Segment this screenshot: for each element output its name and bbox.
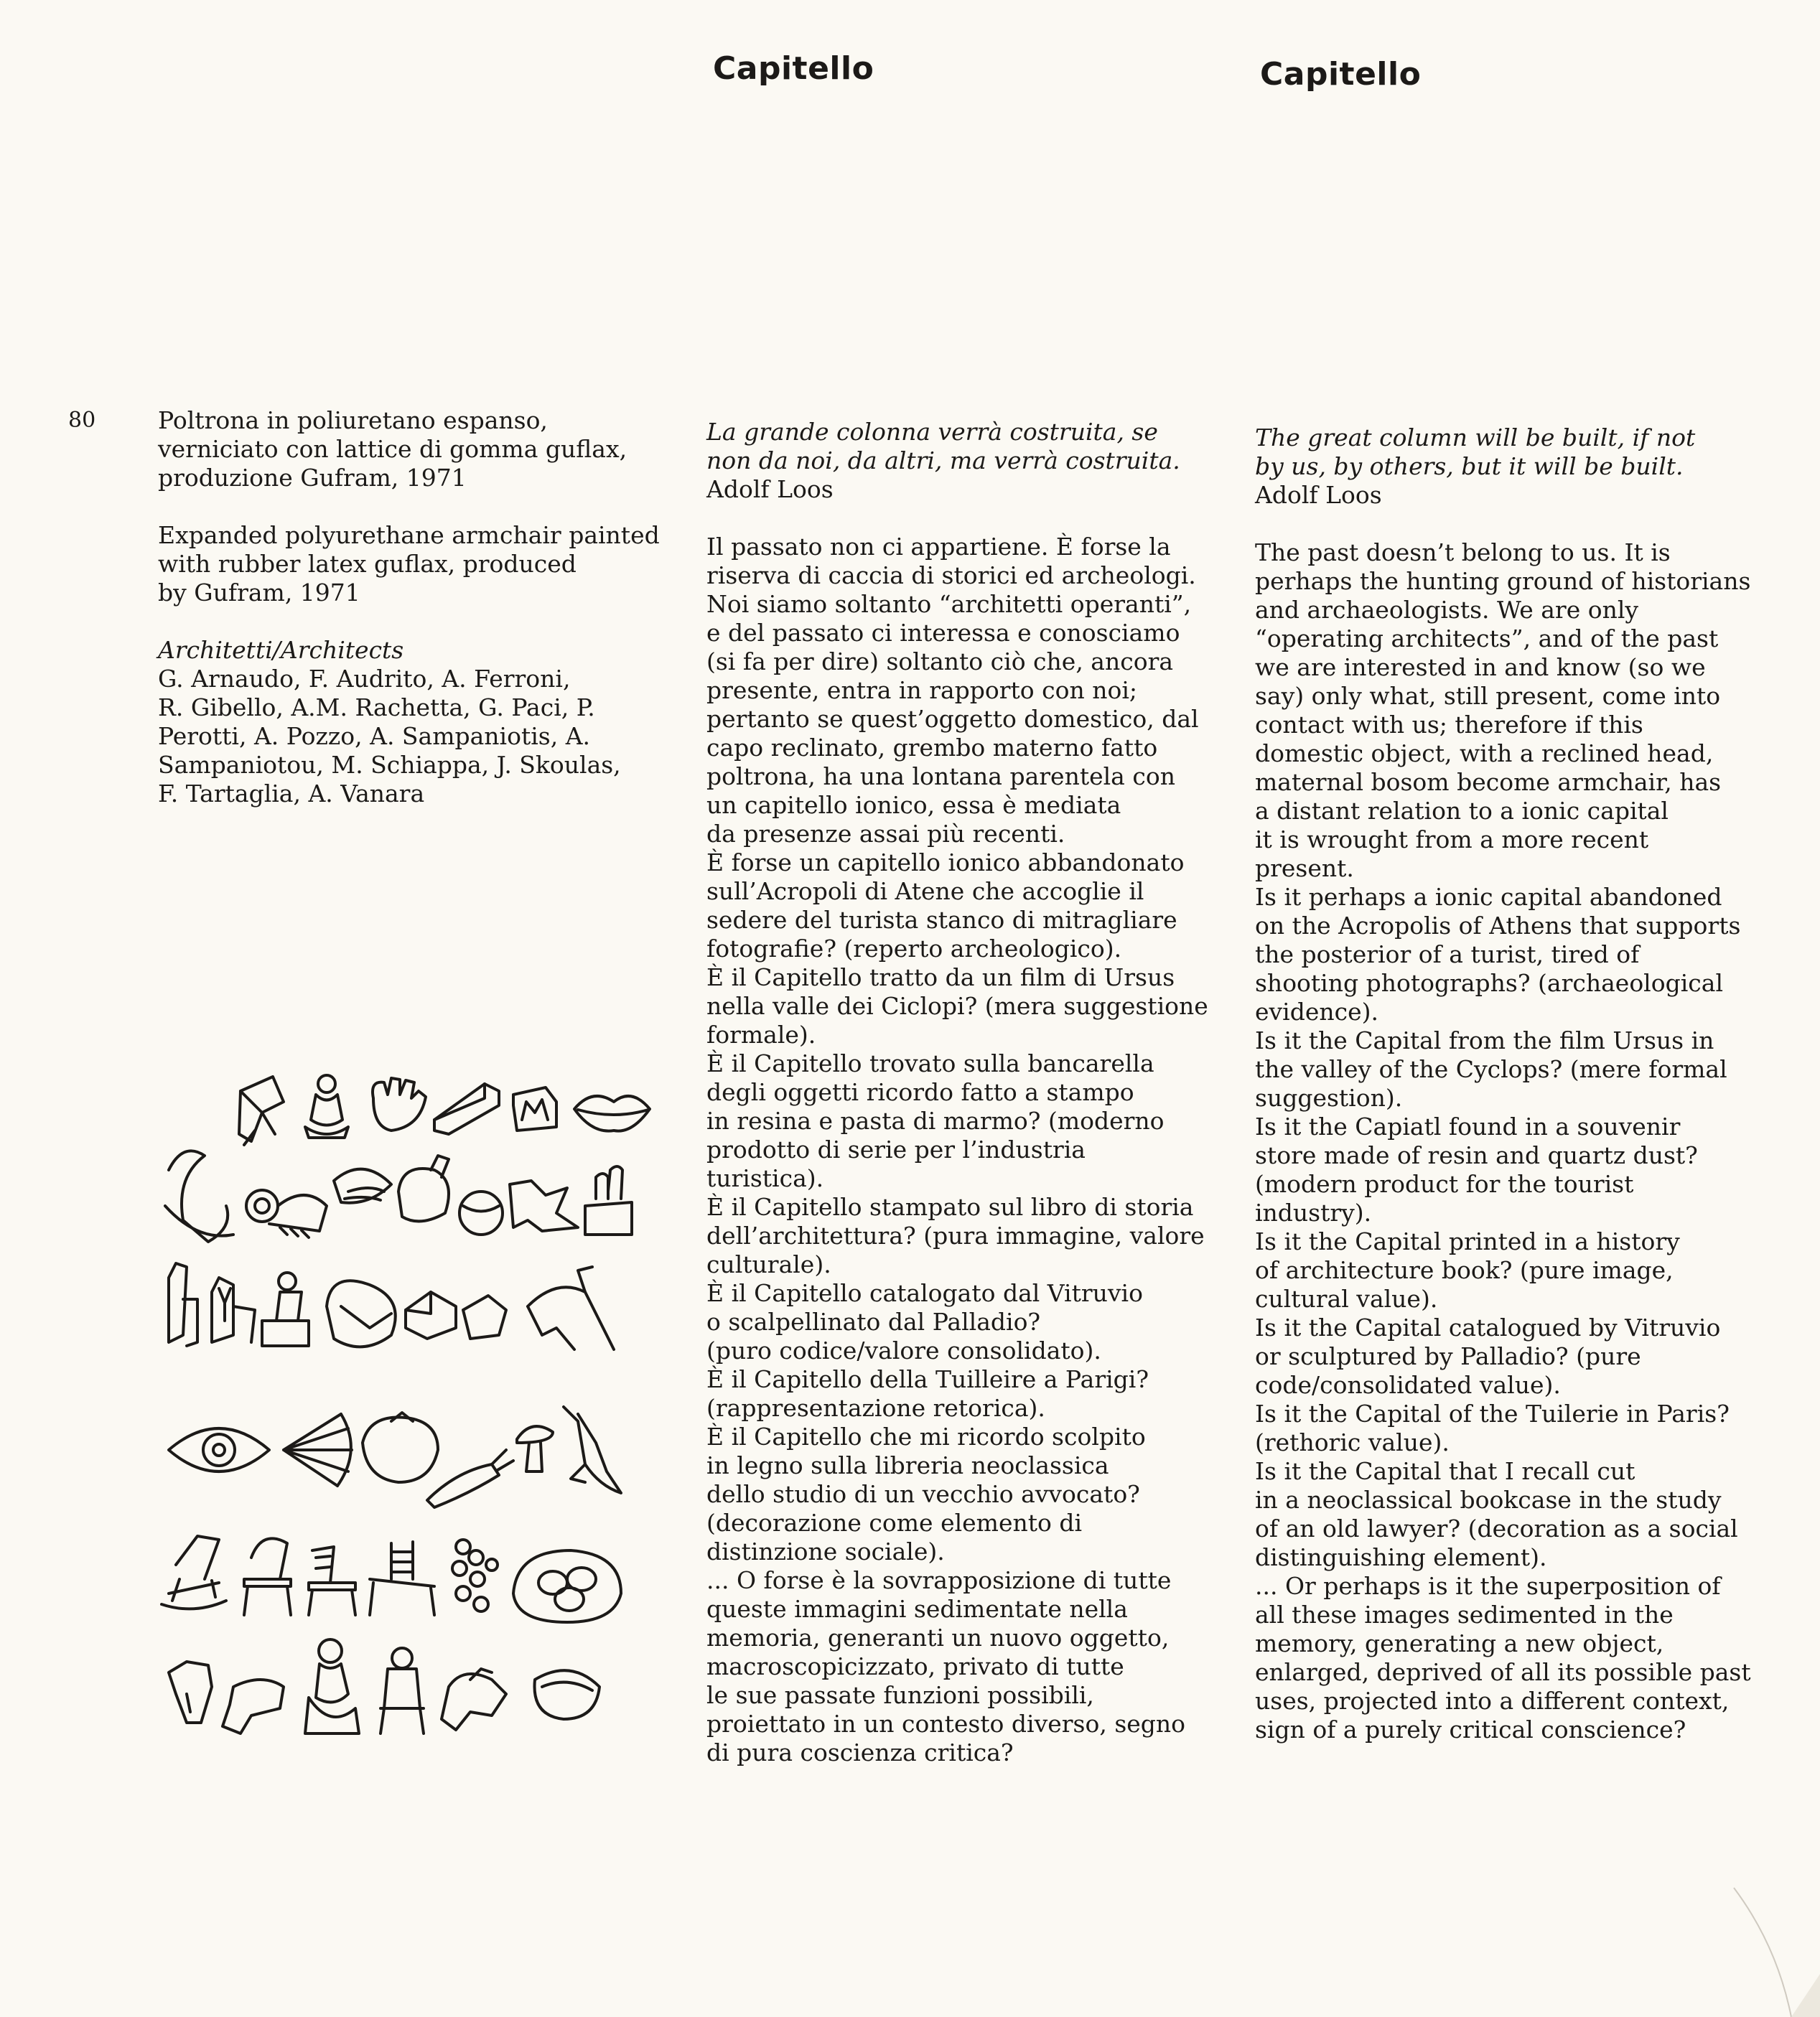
body-line: the posterior of a turist, tired of bbox=[1255, 940, 1640, 968]
epigraph-italian bbox=[706, 418, 1238, 504]
drawing-mushroom bbox=[517, 1426, 553, 1471]
drawing-eye bbox=[169, 1428, 269, 1471]
drawing-tall-chair bbox=[169, 1263, 197, 1346]
body-line: un capitello ionico, essa è mediata bbox=[706, 791, 1121, 819]
body-line: all these images sedimented in the bbox=[1255, 1601, 1674, 1629]
body-line: we are interested in and know (so we bbox=[1255, 653, 1706, 681]
drawing-round-chair bbox=[327, 1281, 396, 1347]
drawing-tomato bbox=[363, 1413, 438, 1482]
body-line: proiettato in un contesto diverso, segno bbox=[706, 1710, 1186, 1738]
drawing-fan bbox=[284, 1414, 352, 1486]
caption-line: Poltrona in poliuretano espanso, bbox=[158, 406, 548, 434]
body-line: code/consolidated value). bbox=[1255, 1371, 1561, 1399]
body-line: Is it the Capital catalogued by Vitruvio bbox=[1255, 1314, 1721, 1342]
body-line: sull’Acropoli di Atene che accoglie il bbox=[706, 877, 1144, 905]
heading-italian: Capitello bbox=[713, 50, 874, 87]
body-line: pertanto se quest’oggetto domestico, dal bbox=[706, 705, 1199, 733]
heading-english: Capitello bbox=[1260, 56, 1422, 93]
body-line: or sculptured by Palladio? (pure bbox=[1255, 1342, 1641, 1370]
body-line: di pura coscienza critica? bbox=[706, 1738, 1014, 1766]
body-line: suggestion). bbox=[1255, 1084, 1403, 1112]
body-line: (rappresentazione retorica). bbox=[706, 1394, 1045, 1422]
drawing-wedge bbox=[434, 1084, 499, 1134]
drawing-chair-broken bbox=[239, 1077, 284, 1145]
body-line: memory, generating a new object, bbox=[1255, 1629, 1664, 1657]
body-line: È il Capitello catalogato dal Vitruvio bbox=[706, 1279, 1143, 1307]
drawing-flowers bbox=[452, 1540, 498, 1611]
body-line: in resina e pasta di marmo? (moderno bbox=[706, 1107, 1165, 1135]
drawing-woman-figure bbox=[305, 1639, 359, 1733]
drawing-glove bbox=[373, 1078, 426, 1131]
body-line: È il Capitello trovato sulla bancarella bbox=[706, 1049, 1154, 1077]
body-line: È il Capitello tratto da un film di Ursus bbox=[706, 963, 1175, 991]
caption-italian bbox=[158, 406, 689, 492]
drawing-blob bbox=[510, 1181, 578, 1231]
epigraph-author: Adolf Loos bbox=[706, 475, 834, 503]
body-line: and archaeologists. We are only bbox=[1255, 596, 1639, 624]
body-line: memoria, generanti un nuovo oggetto, bbox=[706, 1624, 1170, 1652]
architects-line: Sampaniotou, M. Schiappa, J. Skoulas, bbox=[158, 751, 621, 779]
body-line: distinguishing element). bbox=[1255, 1543, 1547, 1571]
body-line: Noi siamo soltanto “architetti operanti”, bbox=[706, 590, 1192, 618]
body-line: say) only what, still present, come into bbox=[1255, 682, 1721, 710]
drawing-bentwood-chair bbox=[244, 1538, 291, 1615]
architects-label: Architetti/Architects bbox=[158, 636, 404, 664]
body-line: present. bbox=[1255, 854, 1354, 882]
body-line: uses, projected into a different context, bbox=[1255, 1687, 1730, 1715]
epigraph-line: The great column will be built, if not bbox=[1255, 423, 1696, 451]
drawing-torso bbox=[169, 1662, 212, 1723]
drawing-carrot bbox=[427, 1450, 513, 1507]
drawing-lips bbox=[574, 1096, 650, 1131]
caption-line: with rubber latex guflax, produced bbox=[158, 550, 577, 578]
body-line: in legno sulla libreria neoclassica bbox=[706, 1451, 1109, 1479]
body-line: presente, entra in rapporto con noi; bbox=[706, 676, 1138, 704]
body-line: (si fa per dire) soltanto ciò che, ancora bbox=[706, 647, 1174, 675]
drawing-bowl bbox=[535, 1670, 600, 1719]
epigraph-line: by us, by others, but it will be built. bbox=[1255, 452, 1684, 480]
body-line: o scalpellinato dal Palladio? bbox=[706, 1308, 1041, 1336]
caption-line: verniciato con lattice di gomma guflax, bbox=[158, 435, 627, 463]
body-line: degli oggetti ricordo fatto a stampo bbox=[706, 1078, 1134, 1106]
body-line: Is it the Capital printed in a history bbox=[1255, 1227, 1680, 1255]
body-line: “operating architects”, and of the past bbox=[1255, 624, 1719, 652]
body-line: (decorazione come elemento di bbox=[706, 1509, 1083, 1537]
body-line: da presenze assai più recenti. bbox=[706, 820, 1065, 848]
body-line: on the Acropolis of Athens that supports bbox=[1255, 912, 1741, 940]
drawing-seated-figure bbox=[305, 1075, 348, 1138]
body-line: ... O forse è la sovrapposizione di tutte bbox=[706, 1566, 1172, 1594]
body-line: queste immagini sedimentate nella bbox=[706, 1595, 1128, 1623]
body-line: turistica). bbox=[706, 1164, 824, 1192]
caption-line: Expanded polyurethane armchair painted bbox=[158, 521, 660, 549]
drawing-pot bbox=[459, 1192, 503, 1235]
english-text-column bbox=[1255, 423, 1786, 1744]
drawing-fingers bbox=[585, 1166, 632, 1235]
body-line: È il Capitello che mi ricordo scolpito bbox=[706, 1423, 1146, 1451]
body-line: macroscopicizzato, privato di tutte bbox=[706, 1652, 1124, 1680]
drawing-ladder-chair bbox=[370, 1542, 434, 1615]
epigraph-line: La grande colonna verrà costruita, se bbox=[706, 418, 1158, 446]
architects-line: G. Arnaudo, F. Audrito, A. Ferroni, bbox=[158, 665, 571, 693]
page-curl-decoration bbox=[1518, 1830, 1820, 2017]
drawing-ionic-capital bbox=[246, 1190, 327, 1237]
body-line: contact with us; therefore if this bbox=[1255, 711, 1643, 739]
body-line: The past doesn’t belong to us. It is bbox=[1255, 538, 1671, 566]
body-line: maternal bosom become armchair, has bbox=[1255, 768, 1722, 796]
drawing-shell-forms bbox=[334, 1169, 391, 1203]
body-line: dello studio di un vecchio avvocato? bbox=[706, 1480, 1140, 1508]
body-line: (puro codice/valore consolidato). bbox=[706, 1337, 1101, 1365]
drawing-boot bbox=[223, 1680, 284, 1733]
body-line: sedere del turista stanco di mitragliare bbox=[706, 906, 1177, 934]
body-line: industry). bbox=[1255, 1199, 1372, 1227]
caption-column bbox=[158, 406, 689, 808]
drawing-y-chair bbox=[212, 1278, 255, 1342]
drawing-rocker-curve bbox=[165, 1151, 233, 1242]
drawing-child-chair bbox=[381, 1648, 424, 1733]
caption-line: produzione Gufram, 1971 bbox=[158, 464, 467, 492]
body-line: a distant relation to a ionic capital bbox=[1255, 797, 1669, 825]
body-line: Il passato non ci appartiene. È forse la bbox=[706, 533, 1171, 561]
body-line: poltrona, ha una lontana parentela con bbox=[706, 762, 1175, 790]
body-line: formale). bbox=[706, 1021, 816, 1049]
body-line: of architecture book? (pure image, bbox=[1255, 1256, 1674, 1284]
body-line: domestic object, with a reclined head, bbox=[1255, 739, 1714, 767]
body-line: È forse un capitello ionico abbandonato bbox=[706, 848, 1185, 876]
body-line: capo reclinato, grembo materno fatto bbox=[706, 734, 1158, 762]
body-line: evidence). bbox=[1255, 998, 1379, 1026]
body-line: enlarged, deprived of all its possible past bbox=[1255, 1658, 1751, 1686]
caption-line: by Gufram, 1971 bbox=[158, 579, 360, 607]
body-line: prodotto di serie per l’industria bbox=[706, 1136, 1086, 1164]
italian-text-column bbox=[706, 418, 1238, 1767]
page-number: 80 bbox=[68, 408, 96, 433]
body-line: È il Capitello della Tuilleire a Parigi? bbox=[706, 1365, 1149, 1393]
body-line: store made of resin and quartz dust? bbox=[1255, 1141, 1698, 1169]
architects-line: F. Tartaglia, A. Vanara bbox=[158, 780, 425, 808]
body-line: ... Or perhaps is it the superposition of bbox=[1255, 1572, 1721, 1600]
body-line: perhaps the hunting ground of historians bbox=[1255, 567, 1751, 595]
body-line: Is it perhaps a ionic capital abandoned bbox=[1255, 883, 1722, 911]
body-line: riserva di caccia di storici ed archeologi. bbox=[706, 561, 1196, 589]
body-line: nella valle dei Ciclopi? (mera suggestione bbox=[706, 992, 1208, 1020]
epigraph-author: Adolf Loos bbox=[1255, 481, 1382, 509]
architects-line: Perotti, A. Pozzo, A. Sampaniotis, A. bbox=[158, 722, 591, 750]
epigraph-line: non da noi, da altri, ma verrà costruita. bbox=[706, 446, 1180, 474]
body-line: Is it the Capital from the film Ursus in bbox=[1255, 1026, 1714, 1054]
drawing-seated-block bbox=[262, 1273, 309, 1346]
body-line: Is it the Capital of the Tuilerie in Paris? bbox=[1255, 1400, 1730, 1428]
architects-line: R. Gibello, A.M. Rachetta, G. Paci, P. bbox=[158, 693, 595, 721]
drawing-chair-rounded bbox=[398, 1156, 449, 1221]
drawing-nest-eggs bbox=[513, 1550, 621, 1622]
drawing-segment-sofa bbox=[406, 1292, 506, 1339]
body-line: of an old lawyer? (decoration as a social bbox=[1255, 1515, 1738, 1543]
body-line: È il Capitello stampato sul libro di storia bbox=[706, 1193, 1194, 1221]
italian-body bbox=[706, 533, 1238, 1767]
body-line: shooting photographs? (archaeological bbox=[1255, 969, 1723, 997]
caption-english bbox=[158, 521, 689, 607]
body-line: le sue passate funzioni possibili, bbox=[706, 1681, 1094, 1709]
body-line: the valley of the Cyclops? (mere formal bbox=[1255, 1055, 1727, 1083]
body-line: fotografie? (reperto archeologico). bbox=[706, 935, 1122, 963]
body-line: culturale). bbox=[706, 1250, 831, 1278]
object-drawings-illustration bbox=[154, 1062, 671, 1766]
body-line: dell’architettura? (pura immagine, valore bbox=[706, 1222, 1205, 1250]
body-line: Is it the Capiatl found in a souvenir bbox=[1255, 1113, 1681, 1141]
drawing-slat-chair bbox=[309, 1547, 355, 1615]
epigraph-english bbox=[1255, 423, 1786, 510]
architects-list bbox=[158, 665, 689, 808]
body-line: (modern product for the tourist bbox=[1255, 1170, 1634, 1198]
body-line: cultural value). bbox=[1255, 1285, 1438, 1313]
drawing-figure-legs bbox=[528, 1267, 614, 1349]
body-line: in a neoclassical bookcase in the study bbox=[1255, 1486, 1722, 1514]
body-line: it is wrought from a more recent bbox=[1255, 825, 1649, 853]
english-body bbox=[1255, 538, 1786, 1744]
drawing-bird bbox=[564, 1407, 621, 1493]
body-line: (rethoric value). bbox=[1255, 1428, 1450, 1456]
body-line: e del passato ci interessa e conosciamo bbox=[706, 619, 1180, 647]
body-line: Is it the Capital that I recall cut bbox=[1255, 1457, 1635, 1485]
body-line: distinzione sociale). bbox=[706, 1538, 945, 1566]
drawing-box-m bbox=[513, 1087, 556, 1131]
drawing-rocking-chair bbox=[162, 1536, 226, 1609]
drawing-crouching-figure bbox=[442, 1669, 506, 1730]
body-line: sign of a purely critical conscience? bbox=[1255, 1716, 1686, 1744]
